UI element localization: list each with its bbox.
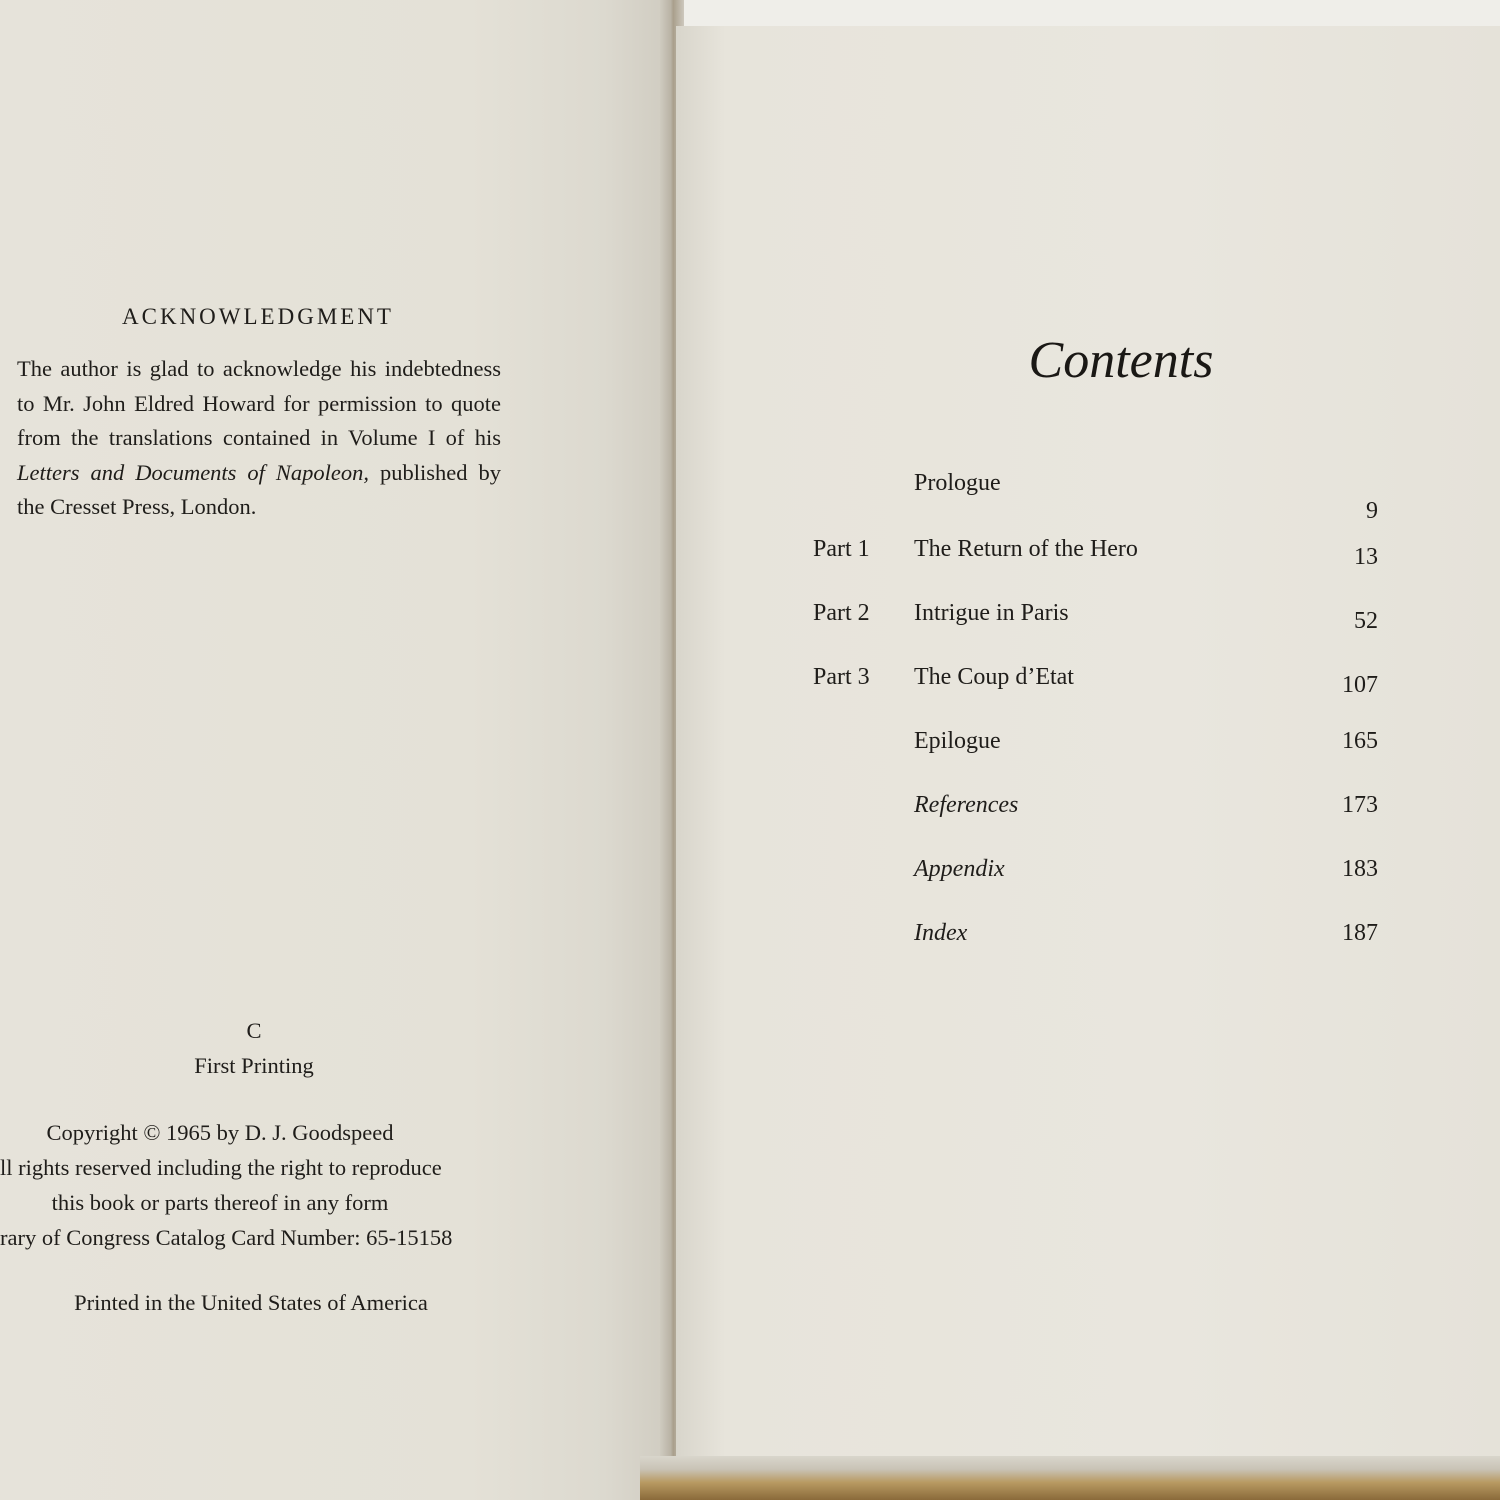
- right-page: [676, 26, 1500, 1458]
- left-page: [0, 0, 672, 1500]
- printing-letter: C: [246, 1018, 262, 1043]
- toc-entry: [676, 792, 1500, 832]
- toc-entry: [676, 536, 1500, 576]
- table-of-contents: [676, 26, 1500, 1026]
- acknowledgment-text: [17, 352, 501, 525]
- toc-entry-title: Intrigue in Paris: [914, 600, 1069, 626]
- toc-part-label: Part 1: [813, 536, 870, 562]
- toc-page-number: 52: [1354, 608, 1378, 634]
- toc-entry: [676, 728, 1500, 768]
- acknowledgment-text-part-1: The author is glad to acknowledge his indebtedness to Mr. John Eldred Howard for permission to quote from the translations contained in Volume I of his: [17, 356, 501, 450]
- toc-entry: [676, 600, 1500, 640]
- toc-entry-title: Epilogue: [914, 728, 1001, 754]
- toc-page-number: 183: [1342, 856, 1378, 882]
- rights-line-2: this book or parts thereof in any form: [51, 1190, 389, 1215]
- toc-entry: [676, 856, 1500, 896]
- toc-entry: [676, 470, 1500, 524]
- copyright-line: Copyright © 1965 by D. J. Goodspeed: [46, 1120, 394, 1145]
- toc-entry-title: Index: [914, 920, 968, 946]
- contents-title: Contents: [1028, 332, 1214, 389]
- toc-page-number: 107: [1342, 672, 1378, 698]
- catalog-line: rary of Congress Catalog Card Number: 65-15158: [0, 1225, 453, 1250]
- toc-page-number: 13: [1354, 544, 1378, 570]
- rights-line-1: ll rights reserved including the right to reproduce: [0, 1155, 442, 1180]
- toc-entry: [676, 920, 1500, 960]
- acknowledgment-text-part-2: published by the Cresset Press, London.: [17, 459, 501, 519]
- printing-info: [0, 1013, 508, 1083]
- toc-part-label: Part 2: [813, 600, 870, 626]
- toc-entry-title: Appendix: [914, 856, 1005, 882]
- toc-page-number: 165: [1342, 728, 1378, 754]
- toc-page-number: 173: [1342, 792, 1378, 818]
- toc-entry-title: Prologue: [914, 470, 1001, 496]
- acknowledgment-heading: ACKNOWLEDGMENT: [122, 304, 394, 329]
- printed-in-line: Printed in the United States of America: [74, 1290, 428, 1315]
- book-cover-edge: [640, 1456, 1500, 1500]
- toc-entry-title: The Return of the Hero: [914, 536, 1138, 562]
- toc-part-label: Part 3: [813, 664, 870, 690]
- toc-page-number: 187: [1342, 920, 1378, 946]
- toc-entry: [676, 664, 1500, 704]
- printing-label: First Printing: [194, 1053, 314, 1078]
- toc-entry-title: The Coup d’Etat: [914, 664, 1074, 690]
- toc-entry-title: References: [914, 792, 1019, 818]
- copyright-block: [0, 1115, 580, 1255]
- acknowledgment-book-title: Letters and Documents of Napoleon,: [17, 459, 370, 485]
- toc-page-number: 9: [1366, 498, 1378, 524]
